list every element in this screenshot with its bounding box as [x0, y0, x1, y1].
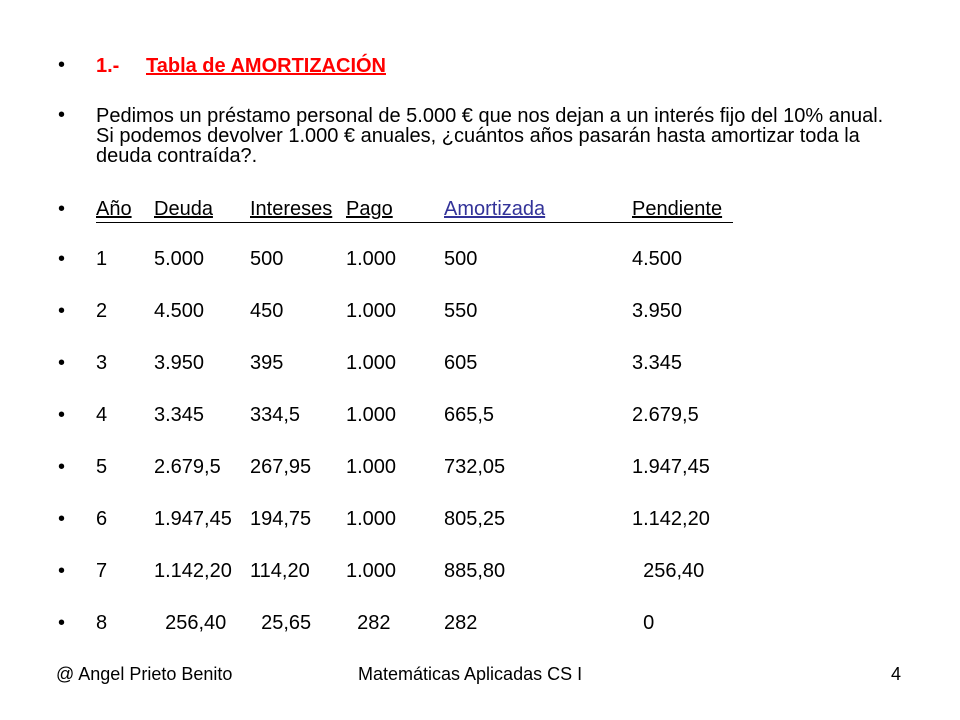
table-cell: 4	[96, 404, 108, 426]
table-cell: 25,65	[250, 612, 312, 634]
table-cell: 500	[250, 248, 284, 270]
table-cell: 7	[96, 560, 108, 582]
footer-author: @ Angel Prieto Benito	[56, 664, 233, 684]
table-cell: 2.679,5	[632, 404, 699, 426]
table-cell: 1.000	[346, 404, 397, 426]
page-title	[96, 56, 386, 76]
table-header	[96, 198, 733, 223]
footer-course: Matemáticas Aplicadas CS I	[358, 664, 583, 684]
table-cell: 885,80	[444, 560, 506, 582]
bullet-header: •	[58, 198, 66, 220]
table-cell: 282	[346, 612, 391, 634]
table-cell: 1.000	[346, 300, 397, 322]
bullet-row: •	[58, 248, 66, 270]
table-cell: 3.950	[632, 300, 683, 322]
bullet-title: •	[58, 54, 66, 76]
table-cell: 1.000	[346, 352, 397, 374]
table-cell: 334,5	[250, 404, 301, 426]
bullet-row: •	[58, 456, 66, 478]
table-cell: 1.000	[346, 248, 397, 270]
table-cell: 1.947,45	[632, 456, 710, 478]
table-cell: 605	[444, 352, 478, 374]
table-row	[96, 248, 796, 272]
table-cell: 0	[632, 612, 655, 634]
table-cell: 282	[444, 612, 478, 634]
table-cell: 3.345	[632, 352, 683, 374]
table-cell: 450	[250, 300, 284, 322]
bullet-row: •	[58, 560, 66, 582]
table-cell: 3	[96, 352, 108, 374]
table-cell: 256,40	[154, 612, 227, 634]
table-cell: 3.345	[154, 404, 205, 426]
title-text: Tabla de AMORTIZACIÓN	[146, 55, 386, 77]
table-cell: 805,25	[444, 508, 506, 530]
title-number: 1.-	[96, 55, 120, 77]
problem-statement: Pedimos un préstamo personal de 5.000 € que nos dejan a un interés fijo del 10% anual. Si podemos devolver 1.000 € anuales, ¿cuántos años pasarán hasta amortizar toda la deuda contraída?.	[96, 105, 884, 167]
table-cell: 4.500	[154, 300, 205, 322]
header-cell-deuda: Deuda	[154, 198, 213, 220]
table-cell: 1	[96, 248, 108, 270]
table-cell: 114,20	[250, 560, 310, 582]
table-cell: 1.000	[346, 560, 397, 582]
table-cell: 256,40	[632, 560, 705, 582]
table-row	[96, 404, 796, 428]
table-row	[96, 560, 796, 584]
table-cell: 4.500	[632, 248, 683, 270]
table-row	[96, 508, 796, 532]
table-cell: 1.142,20	[632, 508, 710, 530]
header-cell-pago: Pago	[346, 198, 393, 220]
header-cell-pendiente: Pendiente	[632, 198, 723, 220]
table-cell: 2.679,5	[154, 456, 221, 478]
bullet-paragraph: •	[58, 104, 66, 126]
table-cell: 665,5	[444, 404, 495, 426]
table-cell: 8	[96, 612, 108, 634]
header-cell-intereses: Intereses	[250, 198, 333, 220]
bullet-row: •	[58, 508, 66, 530]
table-cell: 732,05	[444, 456, 506, 478]
table-cell: 5	[96, 456, 108, 478]
table-cell: 2	[96, 300, 108, 322]
table-cell: 5.000	[154, 248, 205, 270]
table-cell: 550	[444, 300, 478, 322]
table-cell: 1.000	[346, 456, 397, 478]
header-cell-año: Año	[96, 198, 132, 220]
table-row	[96, 612, 796, 636]
footer-page-number: 4	[891, 664, 902, 684]
table-row	[96, 456, 796, 480]
table-cell: 194,75	[250, 508, 312, 530]
bullet-row: •	[58, 300, 66, 322]
table-cell: 1.142,20	[154, 560, 232, 582]
table-cell: 6	[96, 508, 108, 530]
table-cell: 500	[444, 248, 478, 270]
table-row	[96, 352, 796, 376]
table-cell: 1.947,45	[154, 508, 232, 530]
bullet-row: •	[58, 612, 66, 634]
header-cell-amortizada: Amortizada	[444, 198, 546, 220]
table-cell: 267,95	[250, 456, 312, 478]
table-cell: 395	[250, 352, 284, 374]
bullet-row: •	[58, 352, 66, 374]
bullet-row: •	[58, 404, 66, 426]
table-row	[96, 300, 796, 324]
table-cell: 1.000	[346, 508, 397, 530]
table-cell: 3.950	[154, 352, 205, 374]
